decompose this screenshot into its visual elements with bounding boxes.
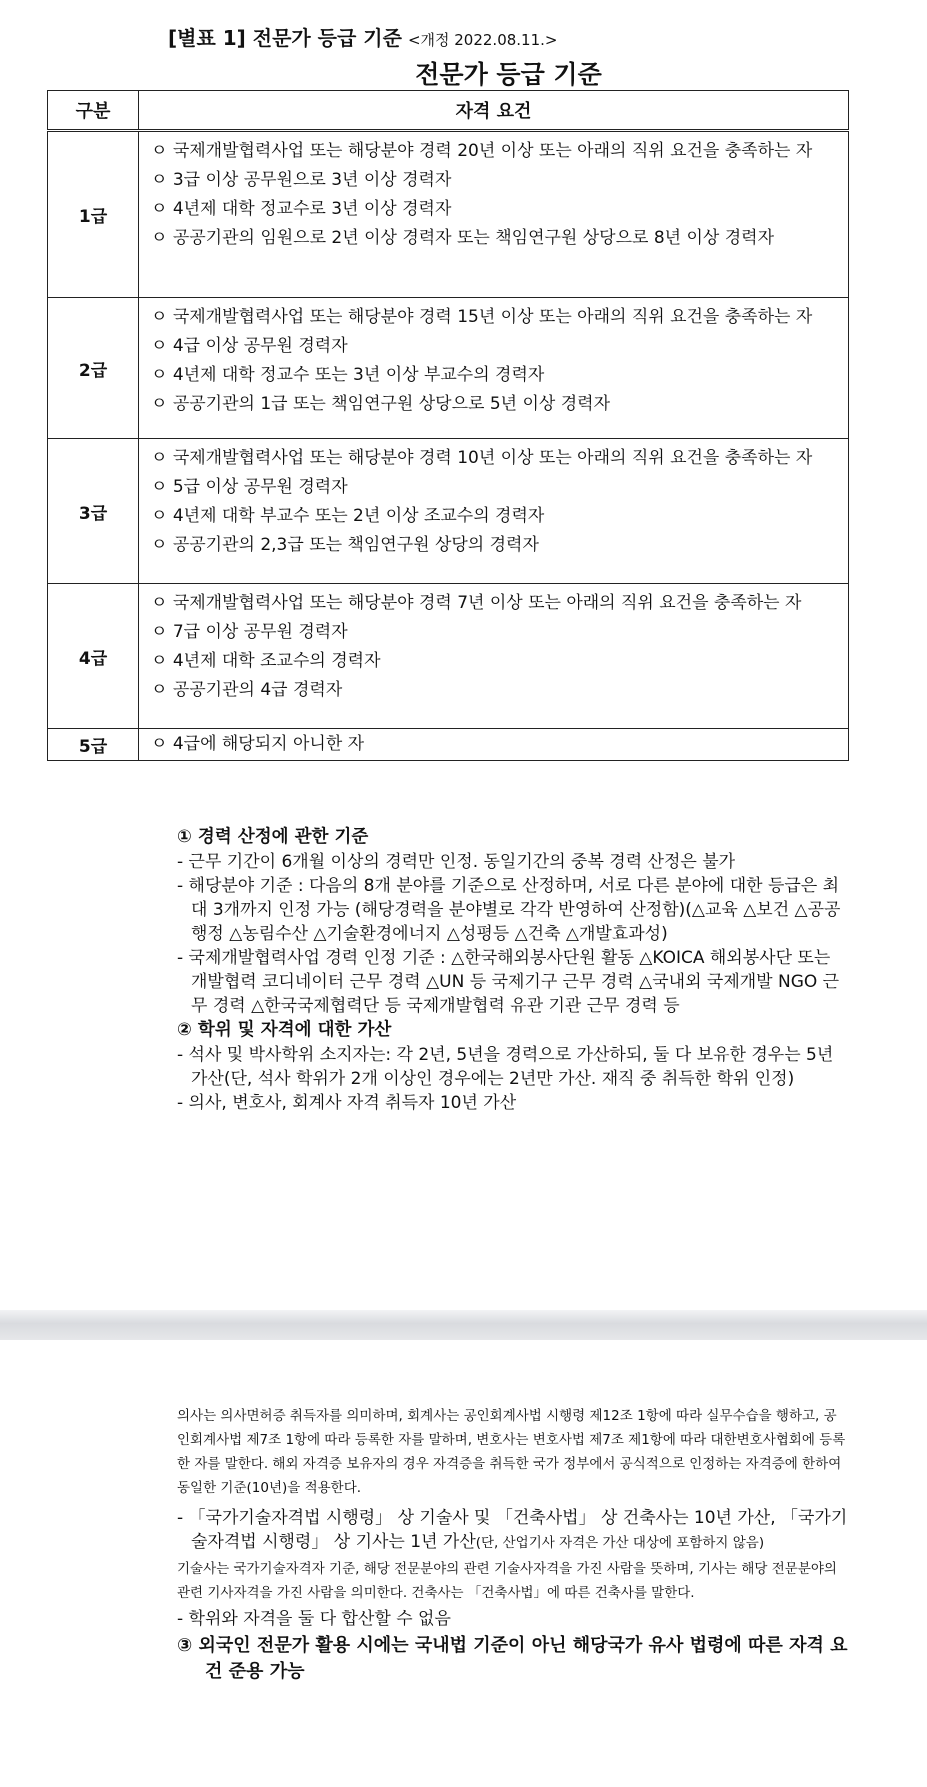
requirement-item: ㅇ 국제개발협력사업 또는 해당분야 경력 10년 이상 또는 아래의 직위 요건을 충족하는 자	[151, 448, 813, 468]
requirements-cell	[139, 131, 849, 298]
requirement-item: ㅇ 공공기관의 임원으로 2년 이상 경력자 또는 책임연구원 상당으로 8년 이상 경력자	[151, 228, 774, 248]
license-definition-text: 의사는 의사면허증 취득자를 의미하며, 회계사는 공인회계사법 시행령 제12조 1항에 따라 실무수습을 행하고, 공인회계사법 제7조 1항에 따라 등록한 자를 말하며, 변호사는 변호사법 제7조 제1항에 따라 대한변호사협회에 등록한 자를 말한다. 해외 자격증 보유자의 경우 자격증을 취득한 국가 정부에서 공식적으로 인정하는 자격증에 한하여 동일한 기준(10년)을 적용한다.	[177, 1408, 846, 1496]
technical-license-text: - 「국가기술자격법 시행령」 상 기술사 및 「건축사법」 상 건축사는 10년 가산, 「국가기술자격법 시행령」 상 기사는 1년 가산	[177, 1508, 848, 1552]
technical-license-item	[177, 1506, 849, 1555]
requirement-item: ㅇ 4급에 해당되지 아니한 자	[151, 734, 365, 754]
requirement-item: ㅇ 3급 이상 공무원으로 3년 이상 경력자	[151, 170, 452, 190]
requirement-item: ㅇ 4년제 대학 정교수로 3년 이상 경력자	[151, 199, 452, 219]
no-double-count-item: - 학위와 자격을 둘 다 합산할 수 없음	[177, 1609, 451, 1629]
technical-definition-paragraph: 기술사는 국가기술자격자 기준, 해당 전문분야의 관련 기술사자격을 가진 사람을 뜻하며, 기사는 해당 전문분야의 관련 기사자격을 가진 사람을 의미한다. 건축사는 「건축사법」에 따른 건축사를 말한다.	[177, 1561, 837, 1601]
requirement-item: ㅇ 4년제 대학 조교수의 경력자	[151, 651, 381, 671]
requirement-item: ㅇ 5급 이상 공무원 경력자	[151, 477, 348, 497]
note-item: - 국제개발협력사업 경력 인정 기준 : △한국해외봉사단원 활동 △KOICA 해외봉사단 또는 개발협력 코디네이터 근무 경력 △UN 등 국제기구 근무 경력 △국내외 국제개발 NGO 근무 경력 △한국국제협력단 등 국제개발협력 유관 기관 근무 경력 등	[177, 948, 840, 1016]
revision-date: <개정 2022.08.11.>	[407, 31, 558, 49]
grade-cell: 1급	[48, 131, 139, 298]
table-row-grade-5	[48, 729, 849, 761]
annex-title	[168, 22, 557, 51]
requirement-item: ㅇ 7급 이상 공무원 경력자	[151, 622, 348, 642]
grade-cell: 3급	[48, 439, 139, 584]
requirement-item: ㅇ 4년제 대학 부교수 또는 2년 이상 조교수의 경력자	[151, 506, 545, 526]
note-item: - 근무 기간이 6개월 이상의 경력만 인정. 동일기간의 중복 경력 산정은 불가	[177, 852, 736, 872]
page-separator	[0, 1310, 927, 1340]
license-definition-paragraph	[177, 1404, 849, 1500]
note-item: - 석사 및 박사학위 소지자는: 각 2년, 5년을 경력으로 가산하되, 둘 다 보유한 경우는 5년 가산(단, 석사 학위가 2개 이상인 경우에는 2년만 가산. 재직 중 취득한 학위 인정)	[177, 1045, 834, 1089]
requirement-item: ㅇ 공공기관의 1급 또는 책임연구원 상당으로 5년 이상 경력자	[151, 394, 610, 414]
notes-heading-degree: ② 학위 및 자격에 대한 가산	[177, 1020, 392, 1040]
requirements-cell	[139, 439, 849, 584]
requirements-cell	[139, 729, 849, 761]
notes-heading-career: ① 경력 산정에 관한 기준	[177, 827, 369, 847]
note-item: - 의사, 변호사, 회계사 자격 취득자 10년 가산	[177, 1093, 517, 1113]
table-row-grade-2	[48, 298, 849, 439]
table-row-grade-1	[48, 131, 849, 298]
notes-section	[177, 825, 849, 1115]
table-title: 전문가 등급 기준	[415, 60, 602, 89]
table-row-grade-4	[48, 584, 849, 729]
grade-cell: 2급	[48, 298, 139, 439]
foreign-expert-heading: ③ 외국인 전문가 활용 시에는 국내법 기준이 아닌 해당국가 유사 법령에 따른 자격 요건 준용 가능	[177, 1635, 848, 1682]
requirement-item: ㅇ 국제개발협력사업 또는 해당분야 경력 20년 이상 또는 아래의 직위 요건을 충족하는 자	[151, 141, 813, 161]
requirement-item: ㅇ 국제개발협력사업 또는 해당분야 경력 15년 이상 또는 아래의 직위 요건을 충족하는 자	[151, 307, 813, 327]
header-grade: 구분	[48, 91, 139, 131]
table-header-row	[48, 91, 849, 131]
note-item: - 해당분야 기준 : 다음의 8개 분야를 기준으로 산정하며, 서로 다른 분야에 대한 등급은 최대 3개까지 인정 가능 (해당경력을 분야별로 각각 반영하여 산정함)(△교육 △보건 △공공행정 △농림수산 △기술환경에너지 △성평등 △건축 △개발효과성)	[177, 876, 841, 944]
technical-license-note: (단, 산업기사 자격은 가산 대상에 포함하지 않음)	[475, 1535, 765, 1551]
requirement-item: ㅇ 공공기관의 2,3급 또는 책임연구원 상당의 경력자	[151, 535, 539, 555]
grade-table	[47, 90, 849, 761]
requirement-item: ㅇ 4년제 대학 정교수 또는 3년 이상 부교수의 경력자	[151, 365, 545, 385]
grade-cell: 5급	[48, 729, 139, 761]
requirement-item: ㅇ 공공기관의 4급 경력자	[151, 680, 343, 700]
header-requirements: 자격 요건	[139, 91, 849, 131]
requirements-cell	[139, 298, 849, 439]
grade-cell: 4급	[48, 584, 139, 729]
annex-title-text: [별표 1] 전문가 등급 기준	[168, 26, 402, 50]
requirement-item: ㅇ 4급 이상 공무원 경력자	[151, 336, 348, 356]
requirements-cell	[139, 584, 849, 729]
table-row-grade-3	[48, 439, 849, 584]
requirement-item: ㅇ 국제개발협력사업 또는 해당분야 경력 7년 이상 또는 아래의 직위 요건을 충족하는 자	[151, 593, 802, 613]
continuation-section	[177, 1404, 849, 1685]
